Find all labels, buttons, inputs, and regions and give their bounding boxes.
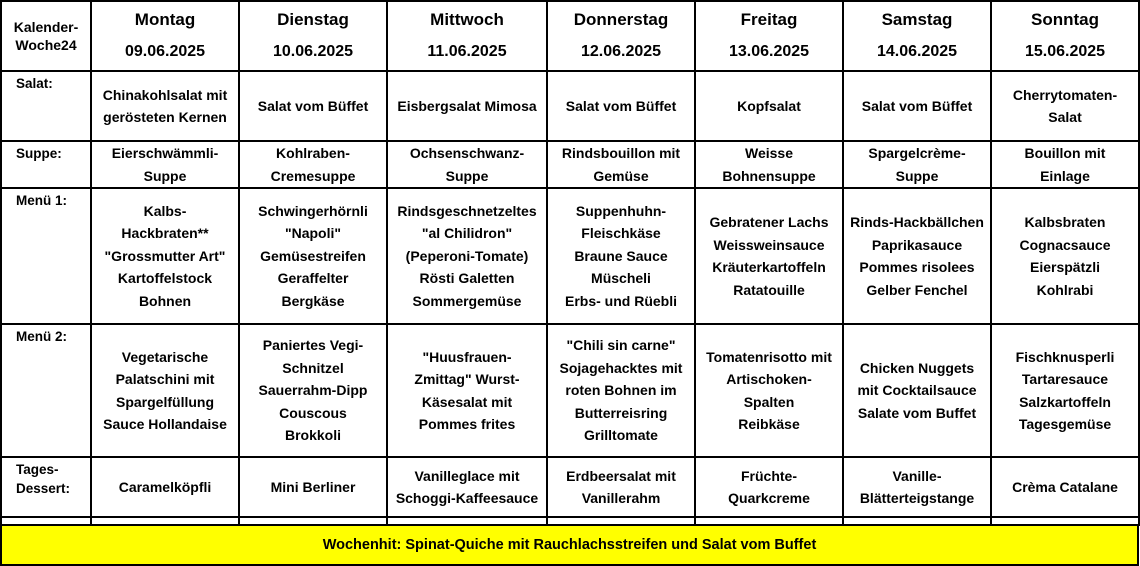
text-line: Cognacsauce [1019, 236, 1111, 253]
text-line: Müscheli [591, 270, 651, 287]
text-line: Weissweinsauce [713, 236, 825, 253]
wochenhit-banner [0, 524, 1139, 566]
text-line: Eierspätzli [1029, 259, 1101, 275]
separator-mark: ——— [452, 318, 482, 328]
text-line: Salat [1048, 109, 1082, 125]
menu-cell [387, 188, 547, 328]
menu-cell [843, 141, 991, 192]
text-line: Ratatouille [733, 281, 805, 298]
menu-row [1, 141, 1139, 188]
text-line: Couscous [279, 404, 347, 421]
text-line: "al Chilidron" [421, 225, 513, 242]
header-row [1, 1, 1139, 71]
menu-item-text [388, 346, 546, 436]
menu-item-text [92, 200, 238, 313]
menu-cell [991, 324, 1139, 461]
menu-item-text [844, 95, 990, 118]
text-line: Gebratener Lachs [709, 214, 829, 230]
text-line: Spargelfüllung [116, 393, 214, 410]
menu-item-text [92, 84, 238, 129]
day-header-4 [695, 1, 843, 71]
menu-cell [387, 71, 547, 145]
text-line: Butterreisring [574, 404, 668, 421]
text-line: Spalten [743, 393, 795, 410]
text-line: Eierschwämmli- [111, 145, 219, 161]
text-line: Vegetarische [121, 348, 209, 365]
text-line: Spargelcrème- [868, 145, 966, 161]
text-line: Fleischkäse [581, 225, 661, 242]
text-line: Rindsbouillon mit [561, 145, 681, 161]
text-line: Käsesalat mit [421, 393, 513, 410]
menu-item-text [388, 200, 546, 313]
menu-table-body [1, 1, 1139, 525]
separator-mark: ——— [754, 135, 784, 145]
text-line: Salzkartoffeln [1019, 393, 1111, 410]
menu-row [1, 457, 1139, 517]
menu-cell [239, 188, 387, 328]
text-line: Erbs- und Rüebli [565, 292, 677, 309]
menu-cell [547, 141, 695, 192]
text-line: Kartoffelstock [117, 270, 213, 287]
text-line: Bergkäse [281, 292, 345, 309]
menu-item-text [92, 346, 238, 436]
day-header-3 [547, 1, 695, 71]
text-line: Menü 2: [16, 329, 68, 344]
separator-mark: ——— [150, 182, 180, 192]
text-line: Tagesgemüse [1018, 416, 1112, 432]
separator-mark: ——— [298, 135, 328, 145]
menu-item-text [92, 142, 238, 187]
text-line: Sauce Hollandaise [103, 416, 227, 432]
text-line: Kohlrabi [1036, 281, 1094, 298]
text-line: Kopfsalat [737, 97, 801, 114]
day-date: 13.06.2025 [728, 43, 810, 60]
text-line: roten Bohnen im [565, 382, 677, 399]
text-line: Erdbeersalat mit [566, 467, 676, 484]
menu-cell [91, 141, 239, 192]
text-line: Rindsgeschnetzeltes [397, 202, 537, 219]
text-line: Pommes risolees [859, 259, 975, 275]
text-line: Kalbs- [143, 202, 187, 219]
row-label [1, 457, 91, 517]
text-line: Reibkäse [738, 416, 800, 432]
menu-cell [387, 141, 547, 192]
row-label [1, 188, 91, 324]
text-line: Gemüse [593, 167, 649, 184]
menu-cell [843, 324, 991, 461]
menu-cell [239, 141, 387, 192]
menu-cell [991, 71, 1139, 145]
text-line: Menü 1: [16, 193, 68, 208]
text-line: Blätterteigstange [859, 490, 975, 506]
menu-item-text [696, 211, 842, 301]
separator-mark: ——— [150, 135, 180, 145]
menu-cell [387, 457, 547, 521]
menu-cell [91, 71, 239, 145]
separator-mark: ——— [606, 451, 636, 461]
menu-cell [695, 71, 843, 145]
day-header-2 [387, 1, 547, 71]
text-line: Gelber Fenchel [866, 281, 968, 298]
text-line: Einlage [1040, 167, 1090, 184]
menu-cell [91, 324, 239, 461]
menu-item-text [548, 465, 694, 510]
separator-mark: ——— [902, 511, 932, 521]
text-line: Cremesuppe [270, 167, 356, 184]
text-line: "Grossmutter Art" [104, 247, 226, 264]
menu-cell [91, 457, 239, 521]
separator-mark: ——— [902, 135, 932, 145]
day-date: 12.06.2025 [580, 43, 662, 60]
text-line: Salat vom Büffet [565, 97, 677, 114]
separator-mark: ——— [1050, 318, 1080, 328]
separator-mark: ——— [606, 182, 636, 192]
menu-item-text [240, 200, 386, 313]
menu-cell [547, 457, 695, 521]
text-line: gerösteten Kernen [103, 109, 227, 125]
menu-item-text [548, 334, 694, 447]
menu-item-text [92, 476, 238, 499]
menu-cell [695, 457, 843, 521]
text-line: Ochsenschwanz- [409, 145, 525, 161]
menu-cell [547, 188, 695, 328]
text-line: Dessert: [16, 481, 71, 496]
menu-cell [843, 188, 991, 328]
text-line: Quarkcreme [728, 490, 810, 506]
text-line: Salat vom Büffet [257, 97, 369, 114]
menu-cell [91, 188, 239, 328]
text-line: Sojagehacktes mit [559, 359, 683, 376]
menu-item-text [696, 142, 842, 187]
text-line: Palatschini mit [115, 371, 215, 387]
menu-cell [239, 71, 387, 145]
text-line: Suppe [445, 167, 489, 184]
text-line: Kalender- [13, 19, 79, 35]
text-line: Rinds-Hackbällchen [850, 214, 984, 230]
separator-mark: ——— [452, 451, 482, 461]
text-line: Weisse [745, 145, 793, 161]
day-name: Montag [134, 10, 196, 29]
row-label [1, 141, 91, 188]
separator-mark: ——— [606, 511, 636, 521]
day-date: 15.06.2025 [1024, 43, 1106, 60]
menu-item-text [696, 346, 842, 436]
text-line: Schnitzel [282, 359, 344, 376]
separator-mark: ——— [1050, 182, 1080, 192]
menu-cell [695, 324, 843, 461]
text-line: "Chili sin carne" [566, 337, 676, 354]
text-line: Sommergemüse [412, 292, 522, 309]
text-line: Braune Sauce [574, 247, 668, 264]
menu-row [1, 188, 1139, 324]
text-line: Geraffelter [277, 270, 349, 287]
menu-item-text [844, 465, 990, 510]
separator-mark: ——— [1050, 511, 1080, 521]
text-line: Grilltomate [584, 427, 658, 444]
text-line: Suppe [143, 167, 187, 184]
day-date: 11.06.2025 [427, 43, 507, 60]
text-line: Gemüsestreifen [260, 247, 366, 264]
text-line: Caramelköpfli [118, 478, 212, 495]
menu-row [1, 324, 1139, 457]
text-line: Artischoken- [726, 371, 812, 387]
separator-mark: ——— [754, 318, 784, 328]
menu-item-text [388, 95, 546, 118]
text-line: Salat vom Büffet [861, 97, 973, 114]
separator-mark: ——— [1050, 451, 1080, 461]
text-line: Crèma Catalane [1012, 478, 1118, 495]
separator-mark: ——— [754, 451, 784, 461]
text-line: Bohnensuppe [722, 167, 816, 184]
menu-item-text [992, 84, 1138, 129]
text-line: 24 [61, 37, 77, 53]
text-line: Kräuterkartoffeln [712, 259, 826, 275]
text-line: Früchte- [741, 467, 797, 484]
text-line: Schoggi-Kaffeesauce [395, 490, 539, 506]
menu-cell [387, 324, 547, 461]
row-label [1, 324, 91, 457]
text-line: Mini Berliner [270, 478, 356, 495]
menu-cell [239, 457, 387, 521]
text-line: Paprikasauce [871, 236, 963, 253]
menu-cell [695, 188, 843, 328]
menu-cell [991, 141, 1139, 192]
text-line: Salat: [16, 76, 53, 91]
separator-mark: ——— [902, 451, 932, 461]
day-date: 14.06.2025 [876, 43, 958, 60]
menu-item-text [992, 142, 1138, 187]
text-line: Tartaresauce [1021, 371, 1109, 387]
menu-cell [239, 324, 387, 461]
menu-item-text [548, 142, 694, 187]
text-line: mit Cocktailsauce [857, 382, 977, 399]
menu-cell [547, 71, 695, 145]
menu-item-text [992, 476, 1138, 499]
menu-item-text [844, 211, 990, 301]
separator-mark: ——— [150, 318, 180, 328]
text-line: Paniertes Vegi- [262, 337, 364, 354]
menu-item-text [548, 200, 694, 313]
wochenhit-text: Wochenhit: Spinat-Quiche mit Rauchlachsstreifen und Salat vom Buffet [322, 537, 817, 553]
text-line: Kalbsbraten [1024, 214, 1106, 230]
text-line: Eisbergsalat Mimosa [397, 97, 537, 114]
text-line: Kohlraben- [276, 145, 350, 161]
text-line: Tages- [16, 462, 59, 477]
text-line: Suppe: [16, 146, 62, 161]
text-line: "Huusfrauen- [422, 348, 512, 365]
menu-cell [843, 71, 991, 145]
text-line: Pommes frites [418, 416, 516, 432]
separator-mark: ——— [298, 318, 328, 328]
text-line: Brokkoli [284, 427, 341, 444]
menu-cell [695, 141, 843, 192]
text-line: Vanille- [892, 467, 942, 484]
row-label [1, 71, 91, 141]
menu-cell [843, 457, 991, 521]
menu-item-text [240, 95, 386, 118]
text-line: Fischknusperli [1015, 348, 1115, 365]
text-line: Hackbraten** [121, 225, 209, 242]
menu-cell [991, 457, 1139, 521]
separator-mark: ——— [754, 511, 784, 521]
separator-mark: ——— [606, 318, 636, 328]
separator-mark: ——— [902, 318, 932, 328]
separator-mark: ——— [298, 182, 328, 192]
text-line: Salate vom Buffet [857, 404, 977, 421]
menu-item-text [696, 465, 842, 510]
text-line: Chicken Nuggets [859, 359, 975, 376]
separator-mark: ——— [452, 135, 482, 145]
menu-item-text [240, 334, 386, 447]
separator-mark: ——— [902, 182, 932, 192]
menu-cell [991, 188, 1139, 328]
text-line: Rösti Galetten [419, 270, 515, 287]
day-date: 10.06.2025 [272, 43, 354, 60]
menu-item-text [240, 476, 386, 499]
text-line: "Napoli" [284, 225, 342, 242]
text-line: Sauerrahm-Dipp [258, 382, 368, 399]
text-line: Chinakohlsalat mit [102, 86, 228, 103]
text-line: Zmittag" Wurst- [414, 371, 520, 387]
menu-item-text [992, 346, 1138, 436]
text-line: (Peperoni-Tomate) [405, 247, 529, 264]
menu-item-text [548, 95, 694, 118]
text-line: Schwingerhörnli [258, 202, 368, 219]
separator-mark: ——— [452, 511, 482, 521]
menu-item-text [844, 357, 990, 425]
text-line: Suppenhuhn- [575, 202, 667, 219]
day-header-1 [239, 1, 387, 71]
text-line: Vanilleglace mit [414, 467, 520, 484]
menu-row [1, 71, 1139, 141]
text-line: Tomatenrisotto mit [706, 348, 832, 365]
text-line: Bohnen [138, 292, 192, 309]
day-header-0 [91, 1, 239, 71]
menu-item-text [388, 142, 546, 187]
menu-item-text [696, 95, 842, 118]
day-name: Dienstag [277, 10, 349, 29]
separator-mark: ——— [1050, 135, 1080, 145]
day-header-6 [991, 1, 1139, 71]
day-name: Samstag [881, 10, 953, 29]
text-line: Cherrytomaten- [1012, 86, 1118, 103]
separator-mark: ——— [150, 451, 180, 461]
day-name: Mittwoch [430, 10, 504, 29]
text-line: Vanillerahm [581, 490, 661, 506]
separator-mark: ——— [298, 451, 328, 461]
day-date: 09.06.2025 [124, 43, 206, 60]
menu-item-text [992, 211, 1138, 301]
text-line: Suppe [895, 167, 939, 184]
menu-item-text [844, 142, 990, 187]
text-line: Bouillon mit [1024, 145, 1106, 161]
separator-mark: ——— [452, 182, 482, 192]
calendar-week-cell [1, 1, 91, 71]
day-name: Donnerstag [573, 10, 669, 29]
separator-mark: ——— [606, 135, 636, 145]
separator-mark: ——— [298, 511, 328, 521]
menu-item-text [240, 142, 386, 187]
menu-cell [547, 324, 695, 461]
menu-item-text [388, 465, 546, 510]
text-line: Woche [15, 37, 62, 53]
day-name: Freitag [740, 10, 798, 29]
day-header-5 [843, 1, 991, 71]
separator-mark: ——— [754, 182, 784, 192]
separator-mark: ——— [150, 511, 180, 521]
day-name: Sonntag [1031, 10, 1099, 29]
